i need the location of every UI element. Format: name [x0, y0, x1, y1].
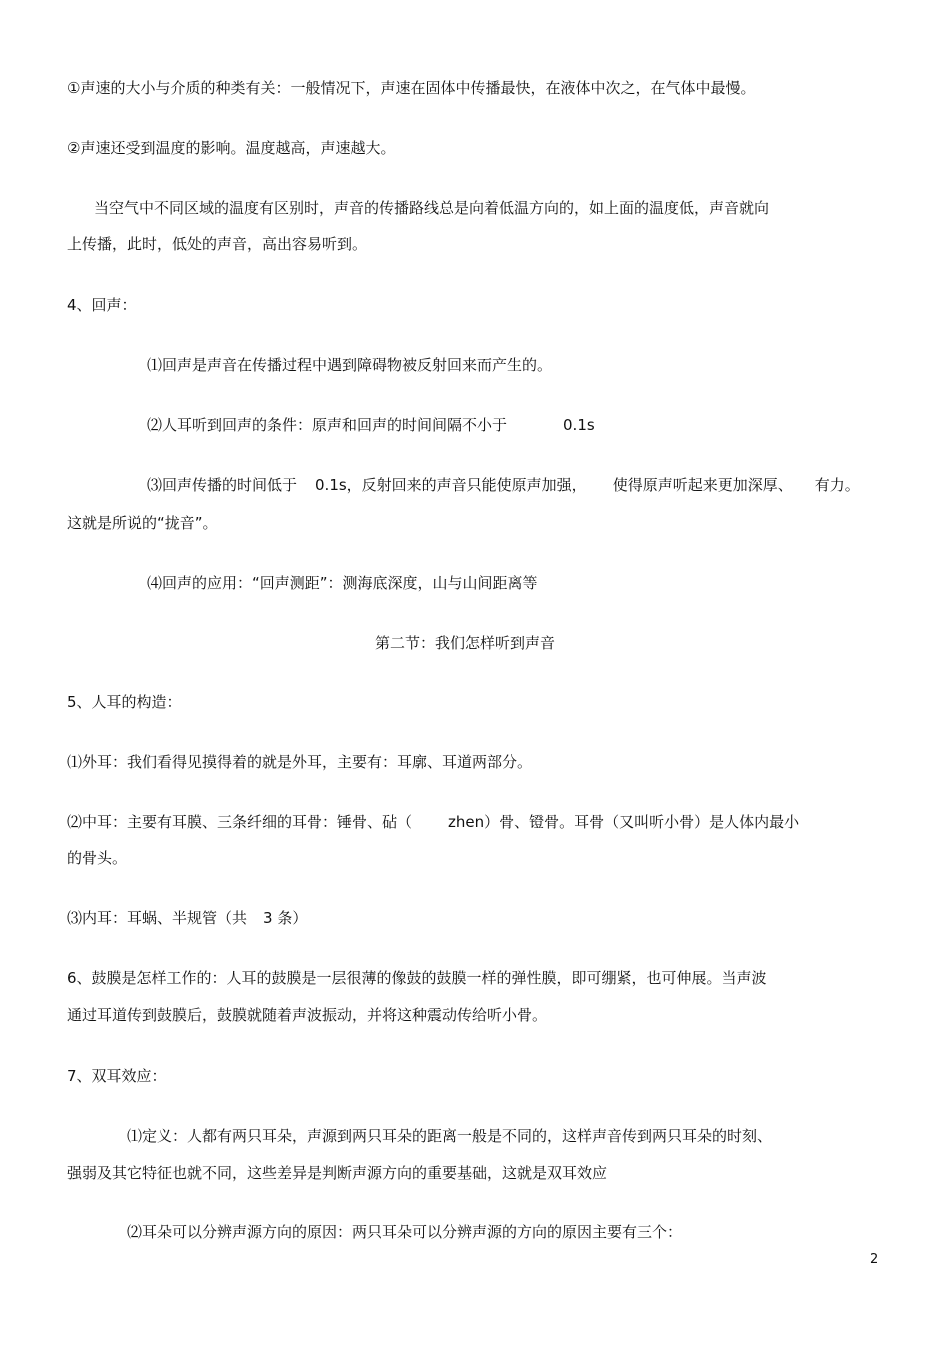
sound-speed-temperature-text: ②声速还受到温度的影响。温度越高，声速越大。 [67, 139, 396, 157]
binaural-definition-line-2: 强弱及其它特征也就不同，这些差异是判断声源方向的重要基础，这就是双耳效应 [67, 1164, 608, 1182]
middle-ear-line-2: 的骨头。 [67, 849, 128, 867]
echo-definition-text: ⑴回声是声音在传播过程中遇到障碍物被反射回来而产生的。 [147, 356, 553, 374]
middle-ear-part-1: ⑵中耳：主要有耳膜、三条纤细的耳骨：锤骨、砧（ [67, 813, 413, 831]
echo-reinforcement-part-4: 有力。 [814, 476, 860, 494]
echo-reinforcement-part-3: 使得原声听起来更加深厚、 [612, 476, 793, 494]
echo-reinforcement-line-1 [147, 475, 860, 495]
middle-ear-part-2: zhen）骨、镫骨。耳骨（又叫听小骨）是人体内最小 [448, 813, 800, 831]
air-temperature-paragraph-line-1: 当空气中不同区域的温度有区别时，声音的传播路线总是向着低温方向的，如上面的温度低，声音就向 [94, 199, 770, 217]
air-temperature-paragraph-line-2: 上传播，此时，低处的声音，高出容易听到。 [67, 235, 368, 253]
echo-reinforcement-part-2: 0.1s，反射回来的声音只能使原声加强， [315, 476, 587, 494]
direction-reason-text: ⑵耳朵可以分辨声源方向的原因：两只耳朵可以分辨声源的方向的原因主要有三个： [127, 1223, 683, 1241]
inner-ear-text [67, 908, 307, 928]
binaural-effect-heading: 7、双耳效应： [67, 1067, 167, 1085]
echo-reinforcement-line-2: 这就是所说的“拢音”。 [67, 514, 218, 532]
echo-condition-text [147, 415, 595, 435]
ear-structure-heading: 5、人耳的构造： [67, 693, 182, 711]
echo-condition-label: ⑵人耳听到回声的条件：原声和回声的时间间隔不小于 [147, 416, 508, 434]
sound-speed-medium-text: ①声速的大小与介质的种类有关：一般情况下，声速在固体中传播最快，在液体中次之，在气体中最慢。 [67, 79, 756, 97]
page-number: 2 [870, 1252, 879, 1267]
echo-condition-value: 0.1s [563, 416, 595, 434]
eardrum-paragraph-line-2: 通过耳道传到鼓膜后，鼓膜就随着声波振动，并将这种震动传给听小骨。 [67, 1006, 548, 1024]
middle-ear-line-1 [67, 812, 799, 832]
inner-ear-part-2: 3 条） [263, 909, 308, 927]
inner-ear-part-1: ⑶内耳：耳蜗、半规管（共 [67, 909, 248, 927]
echo-reinforcement-part-1: ⑶回声传播的时间低于 [147, 476, 298, 494]
echo-heading: 4、回声： [67, 296, 137, 314]
section-title: 第二节：我们怎样听到声音 [374, 634, 555, 652]
eardrum-paragraph-line-1: 6、鼓膜是怎样工作的：人耳的鼓膜是一层很薄的像鼓的鼓膜一样的弹性膜，即可绷紧，也可伸展。当声波 [67, 969, 767, 987]
outer-ear-text: ⑴外耳：我们看得见摸得着的就是外耳，主要有：耳廓、耳道两部分。 [67, 753, 533, 771]
echo-application-text: ⑷回声的应用：“回声测距”：测海底深度，山与山间距离等 [147, 574, 538, 592]
binaural-definition-line-1: ⑴定义：人都有两只耳朵，声源到两只耳朵的距离一般是不同的，这样声音传到两只耳朵的时刻、 [127, 1127, 773, 1145]
